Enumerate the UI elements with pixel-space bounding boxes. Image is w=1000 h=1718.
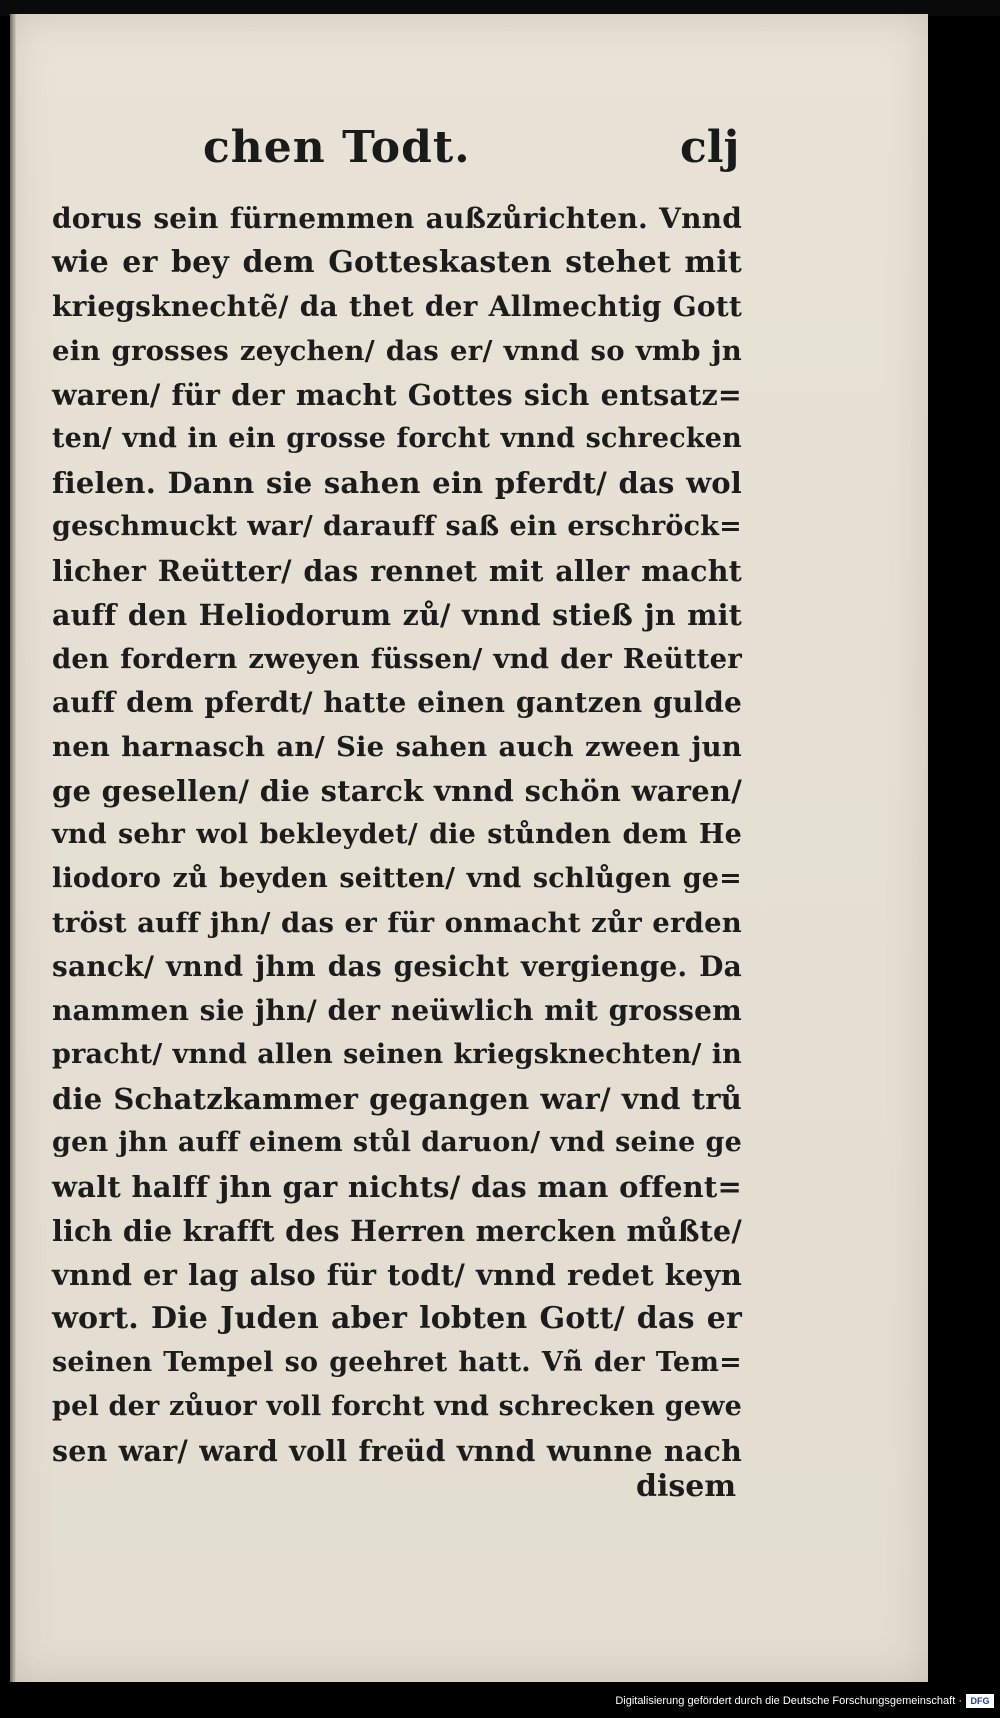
- catchword: disem: [636, 1469, 737, 1504]
- text-line: pel der zůuor voll forcht vnd schrecken gewe: [52, 1391, 742, 1422]
- text-line: vnd sehr wol bekleydet/ die stůnden dem He: [52, 819, 742, 850]
- text-line: wie er bey dem Gotteskasten stehet mit: [52, 245, 742, 280]
- funding-credit: Digitalisierung gefördert durch die Deutsche Forschungsgemeinschaft ·: [615, 1695, 962, 1707]
- text-line: nammen sie jhn/ der neüwlich mit grossem: [52, 994, 742, 1027]
- text-line: nen harnasch an/ Sie sahen auch zween jun: [52, 731, 742, 763]
- text-line: tröst auff jhn/ das er für onmacht zůr erden: [52, 907, 742, 939]
- text-line: wort. Die Juden aber lobten Gott/ das er: [52, 1301, 742, 1336]
- text-line: liodoro zů beyden seitten/ vnd schlůgen ge=: [52, 863, 742, 894]
- text-line: geschmuckt war/ darauff saß ein erschröck=: [52, 511, 742, 542]
- digitization-footer: [0, 1682, 1000, 1718]
- text-line: lich die krafft des Herren mercken můßte/: [52, 1214, 742, 1248]
- text-line: sanck/ vnnd jhm das gesicht vergienge. Da: [52, 950, 742, 983]
- text-line: die Schatzkammer gegangen war/ vnd trů: [52, 1082, 742, 1116]
- text-line: dorus sein fürnemmen außzůrichten. Vnnd: [52, 202, 742, 235]
- book-page: [10, 14, 928, 1682]
- running-title: chen Todt.: [203, 122, 471, 173]
- text-line: kriegsknechtẽ/ da thet der Allmechtig Gott: [52, 290, 742, 323]
- text-line: vnnd er lag also für todt/ vnnd redet keyn: [52, 1258, 742, 1292]
- text-line: auff den Heliodorum zů/ vnnd stieß jn mit: [52, 598, 742, 632]
- page-body-text: [52, 197, 742, 1473]
- text-line: waren/ für der macht Gottes sich entsatz=: [52, 378, 742, 412]
- text-line: seinen Tempel so geehret hatt. Vñ der Tem=: [52, 1347, 742, 1378]
- text-line: pracht/ vnnd allen seinen kriegsknechten/ in: [52, 1039, 742, 1070]
- text-line: auff dem pferdt/ hatte einen gantzen gulde: [52, 686, 742, 719]
- text-line: fielen. Dann sie sahen ein pferdt/ das wol: [52, 466, 742, 500]
- text-line: ein grosses zeychen/ das er/ vnnd so vmb jn: [52, 335, 742, 367]
- dfg-logo-badge: DFG: [966, 1694, 994, 1708]
- text-line: ge gesellen/ die starck vnnd schön waren/: [52, 774, 742, 808]
- folio-number: clj: [680, 122, 740, 173]
- text-line: ten/ vnd in ein grosse forcht vnnd schrecken: [52, 423, 742, 454]
- text-line: den fordern zweyen füssen/ vnd der Reütter: [52, 643, 742, 675]
- text-line: licher Reütter/ das rennet mit aller macht: [52, 554, 742, 588]
- text-line: gen jhn auff einem stůl daruon/ vnd seine ge: [52, 1127, 742, 1158]
- page-binding-edge: [10, 14, 16, 1682]
- text-line: walt halff jhn gar nichts/ das man offent=: [52, 1170, 742, 1204]
- text-line: sen war/ ward voll freüd vnnd wunne nach: [52, 1434, 742, 1468]
